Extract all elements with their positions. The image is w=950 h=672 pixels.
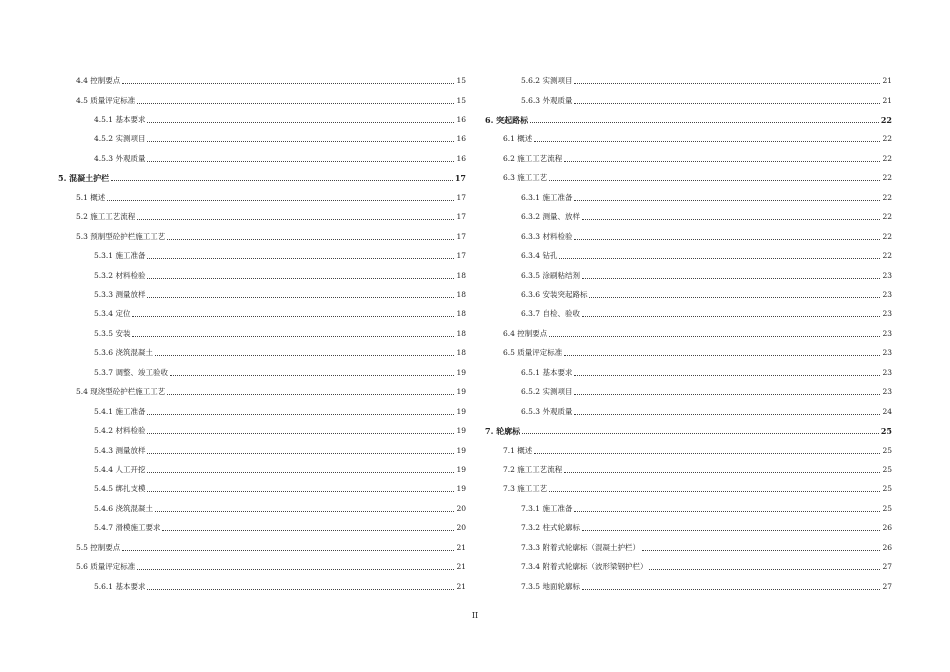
toc-dot-leader [574,200,880,201]
toc-entry-title: 7.1 概述 [503,445,533,455]
toc-entry[interactable] [485,72,892,86]
toc-entry-page: 27 [882,562,892,572]
toc-dot-leader [522,433,879,434]
toc-dot-leader [147,278,454,279]
toc-entry-title: 6.5.2 实测项目 [521,387,573,397]
toc-entry[interactable] [58,130,466,144]
toc-entry[interactable] [485,111,892,125]
toc-dot-leader [534,141,880,142]
toc-entry[interactable] [58,325,466,339]
toc-dot-leader [137,569,454,570]
toc-dot-leader [155,355,454,356]
toc-entry[interactable] [485,403,892,417]
toc-entry[interactable] [58,364,466,378]
toc-entry[interactable] [58,344,466,358]
toc-entry-title: 4.5.2 实测项目 [94,134,146,144]
toc-dot-leader [162,530,454,531]
toc-entry-page: 19 [456,445,466,455]
toc-entry[interactable] [58,150,466,164]
toc-dot-leader [170,375,454,376]
toc-dot-leader [111,180,453,181]
toc-entry-title: 5. 混凝土护栏 [58,173,110,184]
toc-entry-page: 21 [456,562,466,572]
toc-dot-leader [534,453,880,454]
toc-entry-page: 22 [882,192,892,202]
toc-entry-title: 6. 突起路标 [485,114,529,125]
toc-dot-leader [559,258,880,259]
toc-dot-leader [167,394,454,395]
toc-dot-leader [582,316,880,317]
toc-entry-title: 5.4.4 人工开挖 [94,465,146,474]
toc-entry[interactable] [485,519,892,533]
toc-entry-page: 19 [456,387,466,397]
toc-entry-title: 6.5 质量评定标准 [503,348,563,358]
toc-entry[interactable] [58,442,466,456]
toc-entry[interactable] [485,578,892,592]
toc-entry[interactable] [58,72,466,86]
toc-dot-leader [147,161,454,162]
toc-entry-title: 5.3.5 安装 [94,328,131,338]
toc-entry-title: 5.6 质量评定标准 [76,562,136,572]
toc-entry-title: 6.3.6 安装突起路标 [521,289,588,299]
toc-dot-leader [564,161,880,162]
toc-entry[interactable] [58,480,466,494]
toc-entry-page: 17 [454,173,466,184]
toc-dot-leader [549,336,880,337]
toc-entry-page: 24 [882,406,892,416]
toc-entry-page: 22 [882,231,892,241]
toc-entry-title: 4.5.1 基本要求 [94,114,146,124]
toc-entry-title: 5.3.1 施工准备 [94,251,146,260]
toc-dot-leader [132,316,454,317]
toc-entry-title: 7.3.4 附着式轮廓标（波形梁钢护栏） [521,562,648,572]
toc-dot-leader [642,550,880,551]
toc-entry[interactable] [485,286,892,300]
toc-entry-title: 4.4 控制要点 [76,76,121,85]
toc-dot-leader [147,122,454,123]
toc-entry-page: 18 [456,309,466,319]
toc-dot-leader [147,472,454,473]
toc-dot-leader [147,453,454,454]
toc-entry-title: 6.4 控制要点 [503,328,548,338]
toc-entry-page: 20 [456,523,466,533]
toc-entry-page: 18 [456,289,466,299]
toc-entry-title: 5.3.3 测量放样 [94,289,146,299]
toc-entry-title: 4.5.3 外观质量 [94,153,146,163]
toc-entry-title: 7.3.5 地面轮廓标 [521,581,580,591]
toc-entry[interactable] [485,247,892,261]
toc-entry-page: 19 [456,367,466,377]
toc-entry[interactable] [485,169,892,183]
toc-entry[interactable] [58,461,466,475]
toc-entry-page: 23 [882,270,892,280]
toc-entry-page: 23 [882,348,892,358]
toc-entry-title: 6.3.7 自检、验收 [521,309,580,319]
toc-entry[interactable] [58,111,466,125]
toc-dot-leader [167,239,454,240]
toc-dot-leader [155,511,454,512]
toc-entry-title: 5.6.1 基本要求 [94,581,146,591]
toc-entry-title: 5.3.7 调整、竣工验收 [94,367,168,377]
toc-entry[interactable] [485,364,892,378]
toc-entry[interactable] [485,305,892,319]
toc-dot-leader [582,278,880,279]
toc-entry-title: 7. 轮廓标 [485,426,521,437]
toc-entry-page: 26 [882,542,892,552]
toc-entry-title: 6.3 施工工艺 [503,173,548,183]
toc-entry-page: 16 [456,134,466,144]
toc-entry[interactable] [485,539,892,553]
toc-entry-page: 27 [882,581,892,591]
toc-entry-page: 21 [456,542,466,552]
toc-entry-title: 5.6.2 实测项目 [521,76,573,85]
toc-dot-leader [589,297,880,298]
toc-dot-leader [582,589,880,590]
toc-entry-page: 22 [882,153,892,163]
toc-dot-leader [147,141,454,142]
toc-entry-page: 25 [882,503,892,513]
toc-entry-title: 5.4.6 浇筑混凝土 [94,503,153,513]
toc-dot-leader [137,219,454,220]
toc-entry-page: 23 [882,289,892,299]
toc-entry-title: 7.3.2 柱式轮廓标 [521,523,580,533]
toc-dot-leader [574,511,880,512]
toc-dot-leader [574,83,880,84]
toc-entry[interactable] [58,247,466,261]
toc-dot-leader [574,103,880,104]
toc-dot-leader [147,297,454,298]
toc-dot-leader [122,83,454,84]
toc-dot-leader [122,550,454,551]
toc-entry[interactable] [58,403,466,417]
toc-entry[interactable] [58,208,466,222]
toc-entry-title: 7.3.3 附着式轮廓标（混凝土护栏） [521,542,640,552]
toc-entry[interactable] [58,92,466,106]
toc-dot-leader [137,103,454,104]
toc-dot-leader [530,122,879,123]
toc-entry-page: 25 [882,465,892,474]
toc-entry-page: 19 [456,426,466,436]
toc-dot-leader [549,491,880,492]
toc-dot-leader [147,491,454,492]
toc-entry-page: 18 [456,328,466,338]
toc-entry-title: 5.4 现浇型砼护栏施工工艺 [76,387,166,397]
toc-entry-page: 16 [456,114,466,124]
toc-entry[interactable] [58,169,466,183]
toc-entry-page: 26 [882,523,892,533]
toc-entry-title: 5.5 控制要点 [76,542,121,552]
toc-entry-title: 7.2 施工工艺流程 [503,465,563,474]
toc-dot-leader [147,414,454,415]
toc-dot-leader [582,530,880,531]
toc-entry-page: 16 [456,153,466,163]
toc-entry[interactable] [58,305,466,319]
toc-entry[interactable] [485,208,892,222]
toc-entry-title: 5.3 预制型砼护栏施工工艺 [76,231,166,241]
toc-entry-title: 6.2 施工工艺流程 [503,153,563,163]
toc-entry-page: 22 [882,134,892,144]
toc-entry-page: 22 [880,114,892,125]
toc-entry[interactable] [485,92,892,106]
toc-entry[interactable] [485,344,892,358]
toc-entry[interactable] [58,228,466,242]
toc-entry[interactable] [58,558,466,572]
toc-entry-page: 19 [456,465,466,474]
toc-entry-page: 18 [456,348,466,358]
toc-entry-title: 5.3.6 浇筑混凝土 [94,348,153,358]
toc-entry-page: 21 [882,95,892,105]
toc-entry[interactable] [485,461,892,475]
toc-entry-title: 6.5.3 外观质量 [521,406,573,416]
toc-entry-page: 25 [880,426,892,437]
toc-entry[interactable] [58,519,466,533]
toc-entry-title: 7.3.1 施工准备 [521,503,573,513]
toc-dot-leader [147,258,454,259]
toc-entry[interactable] [485,130,892,144]
toc-entry-page: 23 [882,387,892,397]
toc-entry-page: 17 [456,251,466,260]
page-number: II [471,611,479,620]
toc-entry-title: 5.3.2 材料检验 [94,270,146,280]
toc-entry-title: 6.5.1 基本要求 [521,367,573,377]
toc-entry-title: 7.3 施工工艺 [503,484,548,494]
toc-entry[interactable] [58,286,466,300]
toc-entry-title: 5.4.2 材料检验 [94,426,146,436]
toc-entry-title: 5.2 施工工艺流程 [76,212,136,222]
toc-entry-page: 17 [456,212,466,222]
toc-dot-leader [147,433,454,434]
toc-entry-page: 15 [456,76,466,85]
toc-entry-title: 5.6.3 外观质量 [521,95,573,105]
toc-dot-leader [132,336,454,337]
toc-entry[interactable] [58,422,466,436]
toc-entry-page: 17 [456,192,466,202]
toc-entry[interactable] [58,500,466,514]
toc-entry-page: 18 [456,270,466,280]
toc-entry-page: 19 [456,484,466,494]
toc-entry[interactable] [58,578,466,592]
toc-entry-page: 21 [882,76,892,85]
toc-entry-title: 6.3.2 测量、放样 [521,212,580,222]
toc-entry[interactable] [58,267,466,281]
toc-entry[interactable] [485,267,892,281]
toc-dot-leader [649,569,880,570]
toc-entry-page: 21 [456,581,466,591]
toc-entry[interactable] [485,422,892,436]
toc-dot-leader [582,219,880,220]
toc-entry-title: 5.1 概述 [76,192,106,202]
toc-entry-page: 19 [456,406,466,416]
toc-entry-title: 6.3.1 施工准备 [521,192,573,202]
toc-entry[interactable] [485,150,892,164]
toc-entry-page: 17 [456,231,466,241]
toc-entry-title: 5.4.1 施工准备 [94,406,146,416]
toc-entry-title: 6.3.3 材料检验 [521,231,573,241]
toc-dot-leader [574,394,880,395]
toc-dot-leader [564,472,880,473]
toc-entry-page: 23 [882,328,892,338]
toc-entry[interactable] [485,228,892,242]
toc-entry[interactable] [485,558,892,572]
toc-entry-title: 5.3.4 定位 [94,309,131,319]
toc-entry-page: 15 [456,95,466,105]
toc-entry-page: 20 [456,503,466,513]
toc-entry[interactable] [58,539,466,553]
toc-entry-title: 5.4.3 测量放样 [94,445,146,455]
toc-entry[interactable] [485,383,892,397]
toc-dot-leader [107,200,454,201]
toc-dot-leader [574,414,880,415]
toc-entry-page: 25 [882,445,892,455]
toc-dot-leader [549,180,880,181]
toc-entry-page: 22 [882,212,892,222]
toc-entry-title: 6.3.5 涂刷粘结剂 [521,270,580,280]
toc-entry-page: 25 [882,484,892,494]
toc-entry[interactable] [485,480,892,494]
toc-entry-page: 22 [882,173,892,183]
toc-entry-page: 22 [882,251,892,260]
toc-entry-title: 4.5 质量评定标准 [76,95,136,105]
toc-entry-title: 5.4.7 滑模施工要求 [94,523,161,533]
toc-entry-title: 6.3.4 钻孔 [521,251,558,260]
toc-entry-page: 23 [882,367,892,377]
toc-entry[interactable] [58,383,466,397]
toc-entry[interactable] [485,442,892,456]
toc-dot-leader [574,375,880,376]
toc-entry-title: 6.1 概述 [503,134,533,144]
toc-entry[interactable] [58,189,466,203]
toc-entry[interactable] [485,325,892,339]
toc-dot-leader [564,355,880,356]
toc-entry[interactable] [485,189,892,203]
toc-entry-title: 5.4.5 绑扎支模 [94,484,146,494]
toc-entry-page: 23 [882,309,892,319]
toc-entry[interactable] [485,500,892,514]
toc-dot-leader [147,589,454,590]
toc-dot-leader [574,239,880,240]
